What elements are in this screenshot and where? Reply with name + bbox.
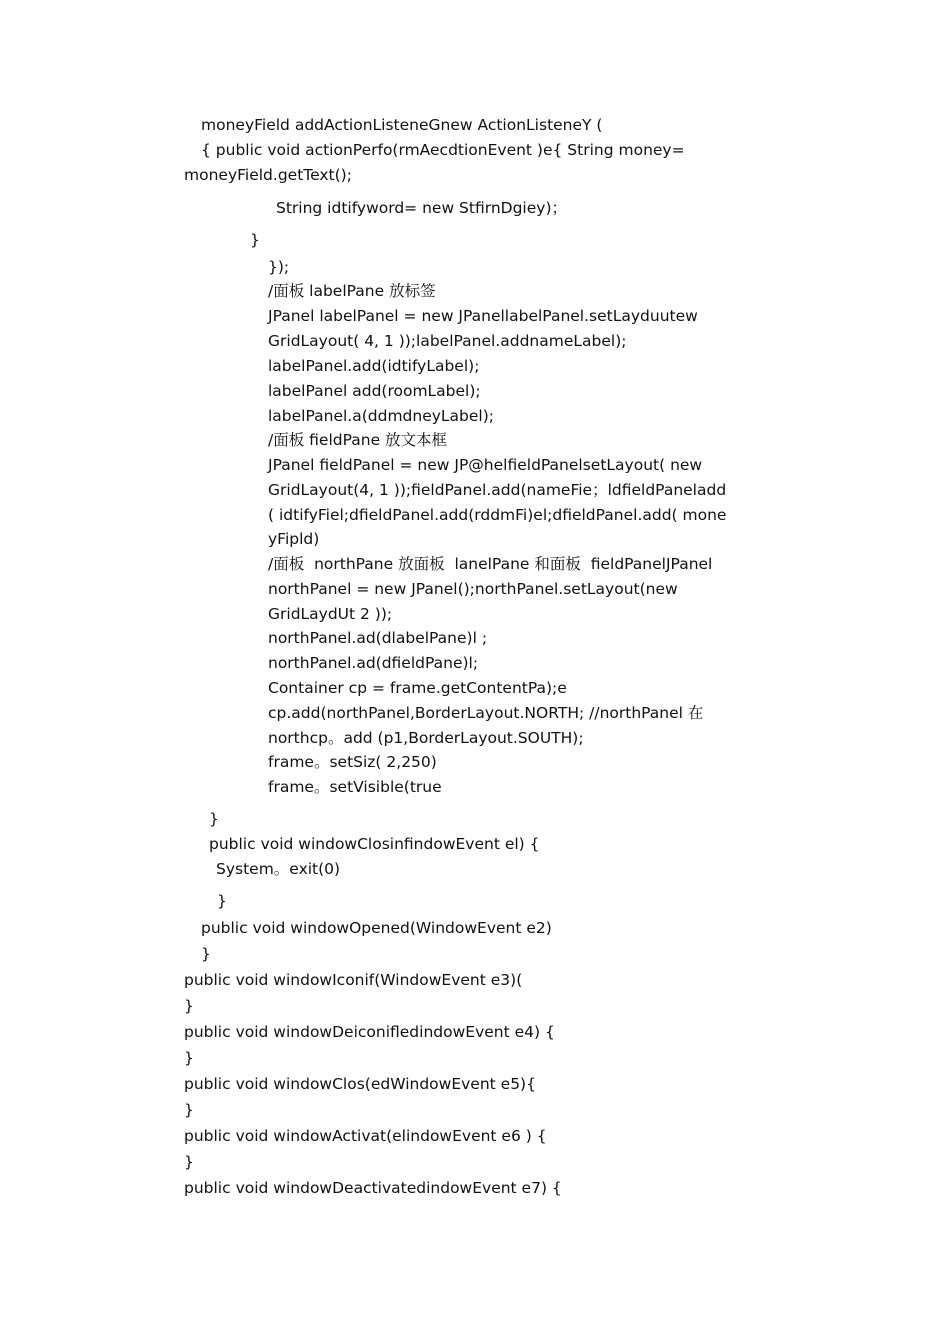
code-line: String idtifyword= new StfirnDgiey)；: [276, 199, 567, 217]
code-line: JPanel labelPanel = new JPanellabelPanel.setLayduutew: [268, 307, 698, 325]
code-line: JPanel fieldPanel = new JP@helfieldPanelsetLayout( new: [268, 456, 703, 474]
code-line: }: [217, 892, 227, 910]
code-line: public void windowDeactivatedindowEvent e7) {: [184, 1179, 562, 1197]
code-line: }: [184, 1153, 194, 1171]
code-line: GridLayout(4, 1 ));fieldPanel.add(nameFie；ldfieldPaneladd: [268, 481, 727, 499]
code-line: }: [250, 231, 260, 249]
code-line: public void windowClos(edWindowEvent e5){: [184, 1075, 536, 1093]
code-line: Container cp = frame.getContentPa);e: [268, 679, 567, 697]
code-line: public void windowDeiconifledindowEvent e4) {: [184, 1023, 555, 1041]
code-line: }: [184, 1101, 194, 1119]
code-line: GridLayout( 4, 1 ));labelPanel.addnameLabel);: [268, 332, 627, 350]
code-line: System。exit(0): [216, 860, 341, 878]
code-line: }: [209, 810, 219, 828]
comment-line: /面板 fieldPane 放文本框: [268, 431, 448, 449]
code-line: northPanel = new JPanel();northPanel.setLayout(new: [268, 580, 678, 598]
code-line: northcp。add (p1,BorderLayout.SOUTH);: [268, 729, 584, 747]
code-line: }: [184, 1049, 194, 1067]
code-line: labelPanel add(roomLabel);: [268, 382, 481, 400]
code-line: GridLaydUt 2 ));: [268, 605, 393, 623]
code-line: northPanel.ad(dfieldPane)l;: [268, 654, 479, 672]
code-line: moneyField addActionListeneGnew ActionListeneY (: [201, 116, 603, 134]
code-line: moneyField.getText();: [184, 166, 352, 184]
code-line: });: [268, 258, 290, 276]
code-line: public void windowClosinfindowEvent el) {: [209, 835, 540, 853]
code-line: labelPanel.add(idtifyLabel);: [268, 357, 480, 375]
code-line: northPanel.ad(dlabelPane)l ;: [268, 629, 488, 647]
code-line: }: [184, 997, 194, 1015]
code-line: public void windowActivat(elindowEvent e6 ) {: [184, 1127, 547, 1145]
code-line: frame。setSiz( 2,250): [268, 753, 437, 771]
comment-line: /面板 northPane 放面板 lanelPane 和面板 fieldPanelJPanel: [268, 555, 713, 573]
code-line: ( idtifyFiel;dfieldPanel.add(rddmFi)el;dfieldPanel.add( mone: [268, 506, 727, 524]
code-line: labelPanel.a(ddmdneyLabel);: [268, 407, 495, 425]
code-line: cp.add(northPanel,BorderLayout.NORTH; //northPanel 在: [268, 704, 704, 722]
code-line: }: [201, 945, 211, 963]
code-line: { public void actionPerfo(rmAecdtionEvent )e{ String money=: [201, 141, 685, 159]
code-line: public void windowIconif(WindowEvent e3)(: [184, 971, 523, 989]
code-line: yFipld): [268, 530, 320, 548]
code-line: public void windowOpened(WindowEvent e2): [201, 919, 552, 937]
code-line: frame。setVisible(true: [268, 778, 442, 796]
comment-line: /面板 labelPane 放标签: [268, 282, 436, 300]
